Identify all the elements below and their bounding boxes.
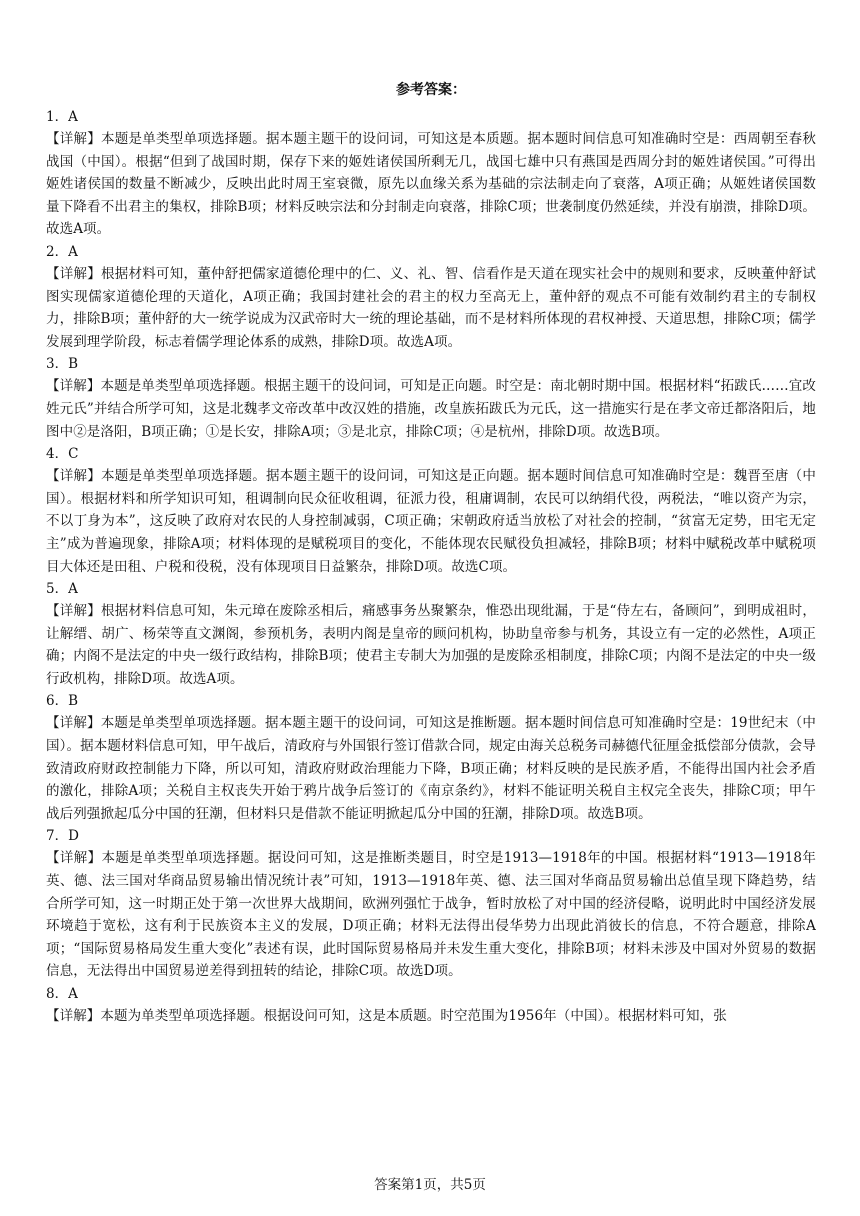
detail-tag: 【详解】 [46, 850, 102, 867]
answer-explanation [46, 712, 816, 825]
answer-number: 1．A [46, 109, 78, 125]
answer-item [46, 443, 816, 578]
detail-tag: 【详解】 [46, 1008, 101, 1024]
answer-item [46, 825, 816, 983]
answer-explanation [46, 1005, 816, 1028]
answer-number: 2．A [46, 243, 78, 260]
detail-tag: 【详解】 [46, 131, 102, 147]
detail-tag: 【详解】 [46, 378, 101, 395]
answer-number: 6．B [46, 693, 79, 710]
explanation-text: 本题是单类型单项选择题。据本题主题干的设问词，可知这是推断题。据本题时间信息可知准确时空是：19世纪末（中国）。据本题材料信息可知，甲午战后，清政府与外国银行签订借款合同，规定由海关总税务司赫德代征厘金抵偿部分债款，会导致清政府财政控制能力下降，所以可知，清政府财政治理能力下降，B项正确；材料反映的是民族矛盾，不能得出国内社会矛盾的激化，排除A项；关税自主权丧失开始于鸦片战争后签订的《南京条约》，材料不能证明关税自主权完全丧失，排除C项；甲午战后列强掀起瓜分中国的狂潮，但材料只是借款不能证明掀起瓜分中国的狂潮，排除D项。故选B项。 [46, 715, 817, 822]
answer-number: 7．D [46, 828, 79, 845]
answer-list [46, 106, 816, 1028]
detail-tag: 【详解】 [46, 715, 101, 732]
answer-explanation [46, 465, 816, 578]
answer-explanation [46, 600, 816, 690]
explanation-text: 本题为单类型单项选择题。根据设问可知，这是本质题。时空范围为1956年（中国）。根据材料可知，张 [100, 1008, 727, 1024]
detail-tag: 【详解】 [46, 468, 102, 485]
answer-item [46, 241, 816, 353]
explanation-text: 根据材料信息可知，朱元璋在废除丞相后，痛感事务丛聚繁杂，惟恐出现纰漏，于是“侍左右，备顾问”，到明成祖时，让解缙、胡广、杨荣等直文渊阁，参预机务，表明内阁是皇帝的顾问机构，协助皇帝参与机务，其设立有一定的必然性，A项正确；内阁不是法定的中央一级行政结构，排除B项；使君主专制大为加强的是废除丞相制度，排除C项；内阁不是法定的中央一级行政机构，排除D项。故选A项。 [46, 603, 816, 687]
answer-item [46, 983, 816, 1028]
answer-explanation [46, 847, 816, 983]
explanation-text: 本题是单类型单项选择题。据本题主题干的设问词，可知这是正向题。据本题时间信息可知准确时空是：魏晋至唐（中国）。根据材料和所学知识可知，租调制向民众征收租调，征派力役，租庸调制，农民可以纳绢代役，两税法，“唯以资产为宗，不以丁身为本”，这反映了政府对农民的人身控制减弱，C项正确；宋朝政府适当放松了对社会的控制，“贫富无定势，田宅无定主”成为普遍现象，排除A项；材料体现的是赋税项目的变化，不能体现农民赋役负担减轻，排除B项；材料中赋税改革中赋税项目大体还是田租、户税和役税，没有体现项目日益繁杂，排除D项。故选C项。 [46, 468, 816, 575]
answer-item [46, 353, 816, 443]
answer-item [46, 106, 816, 241]
explanation-text: 本题是单类型单项选择题。据设问可知，这是推断类题目，时空是1913—1918年的中国。根据材料“1913—1918年英、德、法三国对华商品贸易输出情况统计表”可知，1913—1918年英、德、法三国对华商品贸易输出总值呈现下降趋势，结合所学可知，这一时期正处于第一次世界大战期间，欧洲列强忙于战争，暂时放松了对中国的经济侵略，说明此时中国经济发展环境趋于宽松，这有利于民族资本主义的发展，D项正确；材料无法得出侵华势力出现此消彼长的信息，不符合题意，排除A项；“国际贸易格局发生重大变化”表述有误，此时国际贸易格局并未发生重大变化，排除B项；材料未涉及中国对外贸易的数据信息，无法得出中国贸易逆差得到扭转的结论，排除C项。故选D项。 [46, 850, 816, 980]
detail-tag: 【详解】 [46, 603, 101, 620]
answer-page [46, 80, 816, 1028]
answer-number: 4．C [46, 446, 79, 463]
explanation-text: 本题是单类型单项选择题。根据主题干的设问词，可知是正向题。时空是：南北朝时期中国。根据材料“拓跋氏……宜改姓元氏”并结合所学可知，这是北魏孝文帝改革中改汉姓的措施，改皇族拓跋氏为元氏，这一措施实行是在孝文帝迁都洛阳后，地图中②是洛阳，B项正确；①是长安，排除A项；③是北京，排除C项；④是杭州，排除D项。故选B项。 [46, 378, 817, 440]
answer-explanation [46, 128, 816, 241]
detail-tag: 【详解】 [46, 265, 102, 282]
answer-number: 3．B [46, 356, 79, 373]
explanation-text: 本题是单类型单项选择题。据本题主题干的设问词，可知这是本质题。据本题时间信息可知准确时空是：西周朝至春秋战国（中国）。根据“但到了战国时期，保存下来的姬姓诸侯国所剩无几，战国七雄中只有燕国是西周分封的姬姓诸侯国。”可得出姬姓诸侯国的数量不断减少，反映出此时周王室衰微，原先以血缘关系为基础的宗法制走向了衰落，A项正确；从姬姓诸侯国数量下降看不出君主的集权，排除B项；材料反映宗法和分封制走向衰落，排除C项；世袭制度仍然延续，并没有崩溃，排除D项。故选A项。 [46, 131, 816, 238]
answer-number: 8．A [46, 986, 78, 1002]
answer-explanation [46, 375, 816, 443]
page-title: 参考答案： [396, 82, 466, 98]
answer-item [46, 578, 816, 690]
answer-number: 5．A [46, 581, 78, 598]
page-footer: 答案第1页，共5页 [374, 1177, 486, 1193]
answer-item [46, 690, 816, 825]
answer-explanation [46, 263, 816, 353]
explanation-text: 根据材料可知，董仲舒把儒家道德伦理中的仁、义、礼、智、信看作是天道在现实社会中的规则和要求，反映董仲舒试图实现儒家道德伦理的天道化，A项正确；我国封建社会的君主的权力至高无上，董仲舒的观点不可能有效制约君主的专制权力，排除B项；董仲舒的大一统学说成为汉武帝时大一统的理论基础，而不是材料所体现的君权神授、天道思想，排除C项；儒学发展到理学阶段，标志着儒学理论体系的成熟，排除D项。故选A项。 [46, 265, 816, 350]
